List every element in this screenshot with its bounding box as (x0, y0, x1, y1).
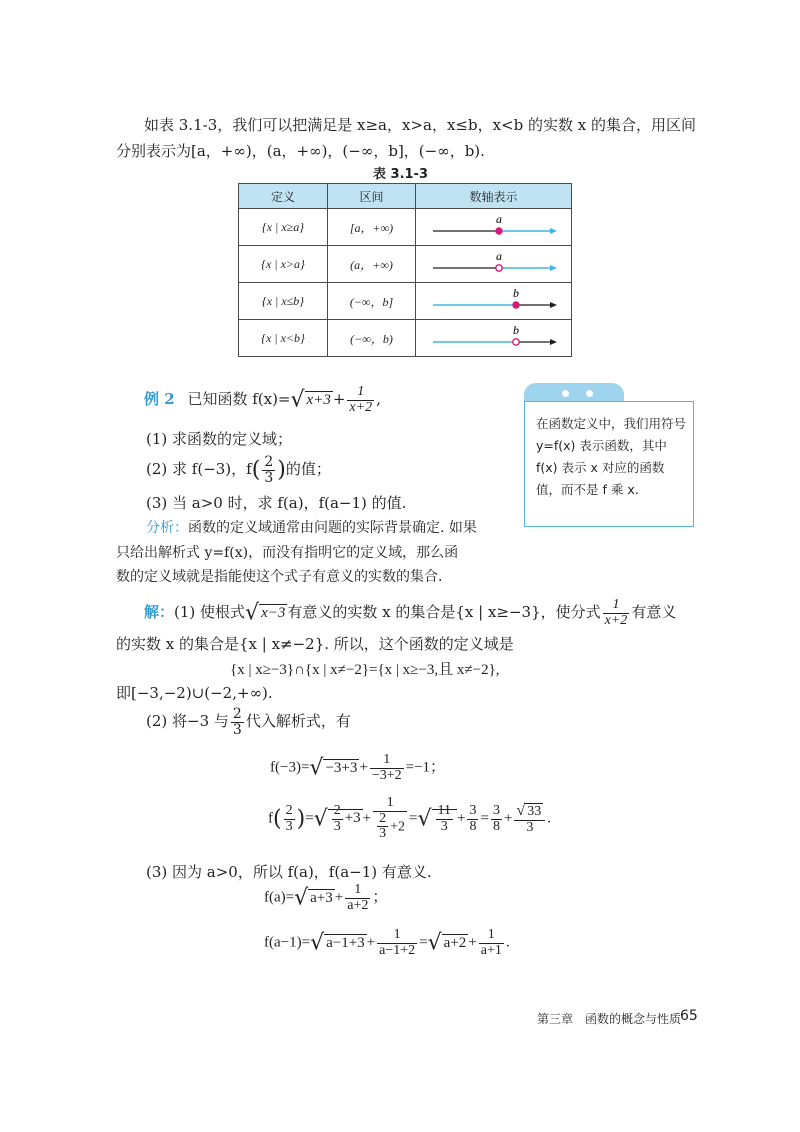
fraction (347, 385, 374, 415)
denominator: 8 (492, 818, 500, 834)
page-number: 65 (680, 1008, 698, 1024)
sqrt-expr: a+3 (310, 889, 333, 906)
solution-part-2 (146, 707, 351, 737)
solution-part-3: (3) 因为 a>0，所以 f(a)，f(a−1) 有意义. (146, 863, 432, 881)
eq-text: =−1； (405, 759, 446, 776)
sqrt-sign: √ (310, 930, 325, 956)
number-line-4 (419, 323, 569, 353)
sqrt-expr: x−3 (261, 605, 286, 622)
plus: + (359, 759, 368, 776)
numerator: 2 (264, 454, 274, 470)
paren-right: ) (277, 457, 286, 483)
numerator: 33 (527, 803, 542, 819)
header-number-line: 数轴表示 (416, 184, 572, 209)
sqrt-sign: √ (427, 930, 442, 956)
question-1: (1) 求函数的定义域； (146, 430, 293, 448)
text: 有意义的实数 x 的集合是{x | x≥−3}，使分式 (287, 603, 601, 622)
table-header-row (239, 184, 572, 209)
number-line-2 (419, 249, 569, 279)
sqrt-expr: x+3 (306, 392, 331, 409)
eq-text: = (480, 810, 489, 827)
number-line-cell (416, 283, 572, 320)
sqrt-sign: √ (417, 806, 432, 832)
analysis-line-3: 数的定义域就是指能使这个式子有意义的实数的集合. (116, 569, 443, 585)
equation-2: f( $\frac{2}{3}$ )=√ $\frac{2}{3}$ +3 + 1 $\frac{2}{3}$ +2 =√ $\frac{11}{3}$ + $\frac{3}{8}$ = $\frac{3}{8}$ + $\frac{√ 33}{3}$ . (268, 795, 551, 842)
eq-text: f(a)= (264, 889, 295, 906)
denominator: 3 (440, 818, 448, 834)
sqrt-sign: √ (290, 387, 305, 413)
table-row (239, 283, 572, 320)
numerator: 1 (377, 928, 417, 944)
eq-text: +3 (344, 810, 361, 827)
denominator: −3+2 (371, 767, 402, 783)
numerator: 1 (347, 385, 374, 401)
text: (2) 将−3 与 (146, 712, 229, 731)
number-line-cell (416, 246, 572, 283)
eq-text: f(a−1)= (264, 934, 311, 951)
denominator: a+2 (347, 897, 369, 913)
table-caption: 表 3.1-3 (373, 167, 428, 182)
eq-text: = (419, 934, 428, 951)
intro-line-2: 分别表示为[a，+∞)，(a，+∞)，(−∞，b]，(−∞，b). (116, 142, 485, 160)
table-row (239, 246, 572, 283)
example-statement (144, 385, 381, 415)
eq-text: . (547, 810, 551, 827)
numerator: 1 (370, 753, 404, 769)
text: 代入解析式，有 (245, 712, 351, 731)
denominator: 3 (526, 819, 534, 835)
sqrt-sign: √ (309, 755, 324, 781)
note-dot (586, 390, 593, 397)
solution-line-4: 即[−3,−2)∪(−2,+∞). (116, 684, 273, 702)
solution-label: 解： (144, 603, 175, 622)
denominator: +2 (390, 819, 406, 835)
eq-text: = (409, 810, 418, 827)
row-interval: (a，+∞) (328, 246, 416, 283)
sqrt-sign: √ (245, 600, 260, 626)
plus: + (503, 810, 513, 827)
number-line-3 (419, 286, 569, 316)
sqrt-sign: √ (313, 806, 328, 832)
q2-fraction (262, 455, 275, 485)
solution-line-1 (144, 598, 676, 628)
point-label: b (512, 286, 519, 300)
note-dot (562, 390, 569, 397)
fraction (603, 598, 630, 628)
number-line-cell (416, 209, 572, 246)
eq-text: = (305, 810, 314, 827)
plus: + (334, 889, 344, 906)
analysis-line-2: 只给出解析式 y=f(x)，而没有指明它的定义域，那么函 (116, 545, 459, 561)
open-point (495, 265, 501, 271)
closed-point (512, 302, 518, 308)
row-definition: {x | x>a} (239, 246, 328, 283)
denominator: 3 (232, 721, 242, 738)
plus: + (362, 810, 372, 827)
plus: + (468, 934, 477, 951)
header-definition: 定义 (239, 184, 328, 209)
analysis-text: 函数的定义域通常由问题的实际背景确定. 如果 (188, 520, 477, 536)
eq-text: ； (372, 889, 388, 906)
q2-suffix: 的值； (285, 460, 331, 479)
denominator: 3 (285, 818, 293, 834)
paren-left: ( (251, 457, 261, 483)
analysis-label: 分析： (146, 520, 188, 536)
text: 有意义 (631, 603, 677, 622)
numerator: 1 (603, 598, 630, 614)
denominator: x+2 (349, 399, 373, 415)
fraction (370, 753, 404, 783)
number-line-cell (416, 320, 572, 357)
sqrt-sign: √ (294, 885, 309, 911)
equation-1 (270, 753, 445, 783)
example-label: 例 2 (144, 390, 175, 409)
table-row (239, 209, 572, 246)
denominator: a+1 (480, 942, 502, 958)
row-definition: {x | x≤b} (239, 283, 328, 320)
equation-4 (264, 928, 510, 958)
eq-text: . (505, 934, 510, 951)
note-text: 在函数定义中，我们用符号 y=f(x) 表示函数，其中 f(x) 表示 x 对应的函数值，而不是 f 乘 x. (536, 416, 687, 497)
numerator: 11 (437, 802, 452, 818)
solution-line-3: {x | x≥−3}∩{x | x≠−2}={x | x≥−3,且 x≠−2}, (230, 662, 500, 678)
plus: + (366, 934, 376, 951)
point-label: a (495, 249, 502, 263)
row-interval: [a，+∞) (328, 209, 416, 246)
point-label: a (495, 212, 502, 226)
plus: + (332, 390, 346, 409)
interval-table (238, 183, 572, 357)
denominator: 8 (469, 818, 477, 834)
open-point (512, 339, 518, 345)
analysis-line-1 (146, 517, 477, 537)
sqrt-expr: −3+3 (325, 759, 358, 776)
numerator: 2 (232, 706, 242, 722)
question-2 (146, 455, 331, 485)
suffix: , (376, 390, 381, 409)
numerator: 2 (285, 802, 293, 818)
eq-text: f (268, 810, 273, 827)
numerator: 1 (373, 796, 407, 812)
numerator: 1 (345, 883, 370, 899)
closed-point (495, 228, 501, 234)
eq-text: f(−3)= (270, 759, 310, 776)
row-interval: (−∞，b) (328, 320, 416, 357)
fraction (231, 707, 244, 737)
solution-line-2: 的实数 x 的集合是{x | x≠−2}. 所以，这个函数的定义域是 (116, 635, 514, 653)
plus: + (457, 810, 466, 827)
denominator: a−1+2 (379, 942, 416, 958)
row-definition: {x | x<b} (239, 320, 328, 357)
sqrt-expr: a−1+3 (326, 934, 365, 951)
row-interval: (−∞，b] (328, 283, 416, 320)
equation-3 (264, 883, 387, 913)
text: (1) 使根式 (174, 603, 246, 622)
numerator: 3 (492, 802, 500, 818)
numerator: 3 (469, 802, 477, 818)
point-label: b (512, 323, 519, 337)
denominator: x+2 (604, 612, 628, 628)
example-prefix: 已知函数 f(x)= (187, 390, 291, 409)
numerator: 1 (479, 928, 504, 944)
question-3: (3) 当 a>0 时，求 f(a)，f(a−1) 的值. (146, 494, 407, 512)
q2-prefix: (2) 求 f(−3)，f (146, 460, 252, 479)
number-line-1 (419, 212, 569, 242)
sqrt-expr: a+2 (443, 934, 467, 951)
margin-note (524, 383, 696, 528)
intro-line-1: 如表 3.1-3，我们可以把满足是 x≥a，x>a，x≤b，x<b 的实数 x 的集合，用区间 (144, 116, 696, 134)
header-interval: 区间 (328, 184, 416, 209)
table-row (239, 320, 572, 357)
denominator: 3 (264, 469, 274, 486)
footer-chapter: 第三章 函数的概念与性质 (537, 1012, 682, 1026)
row-definition: {x | x≥a} (239, 209, 328, 246)
